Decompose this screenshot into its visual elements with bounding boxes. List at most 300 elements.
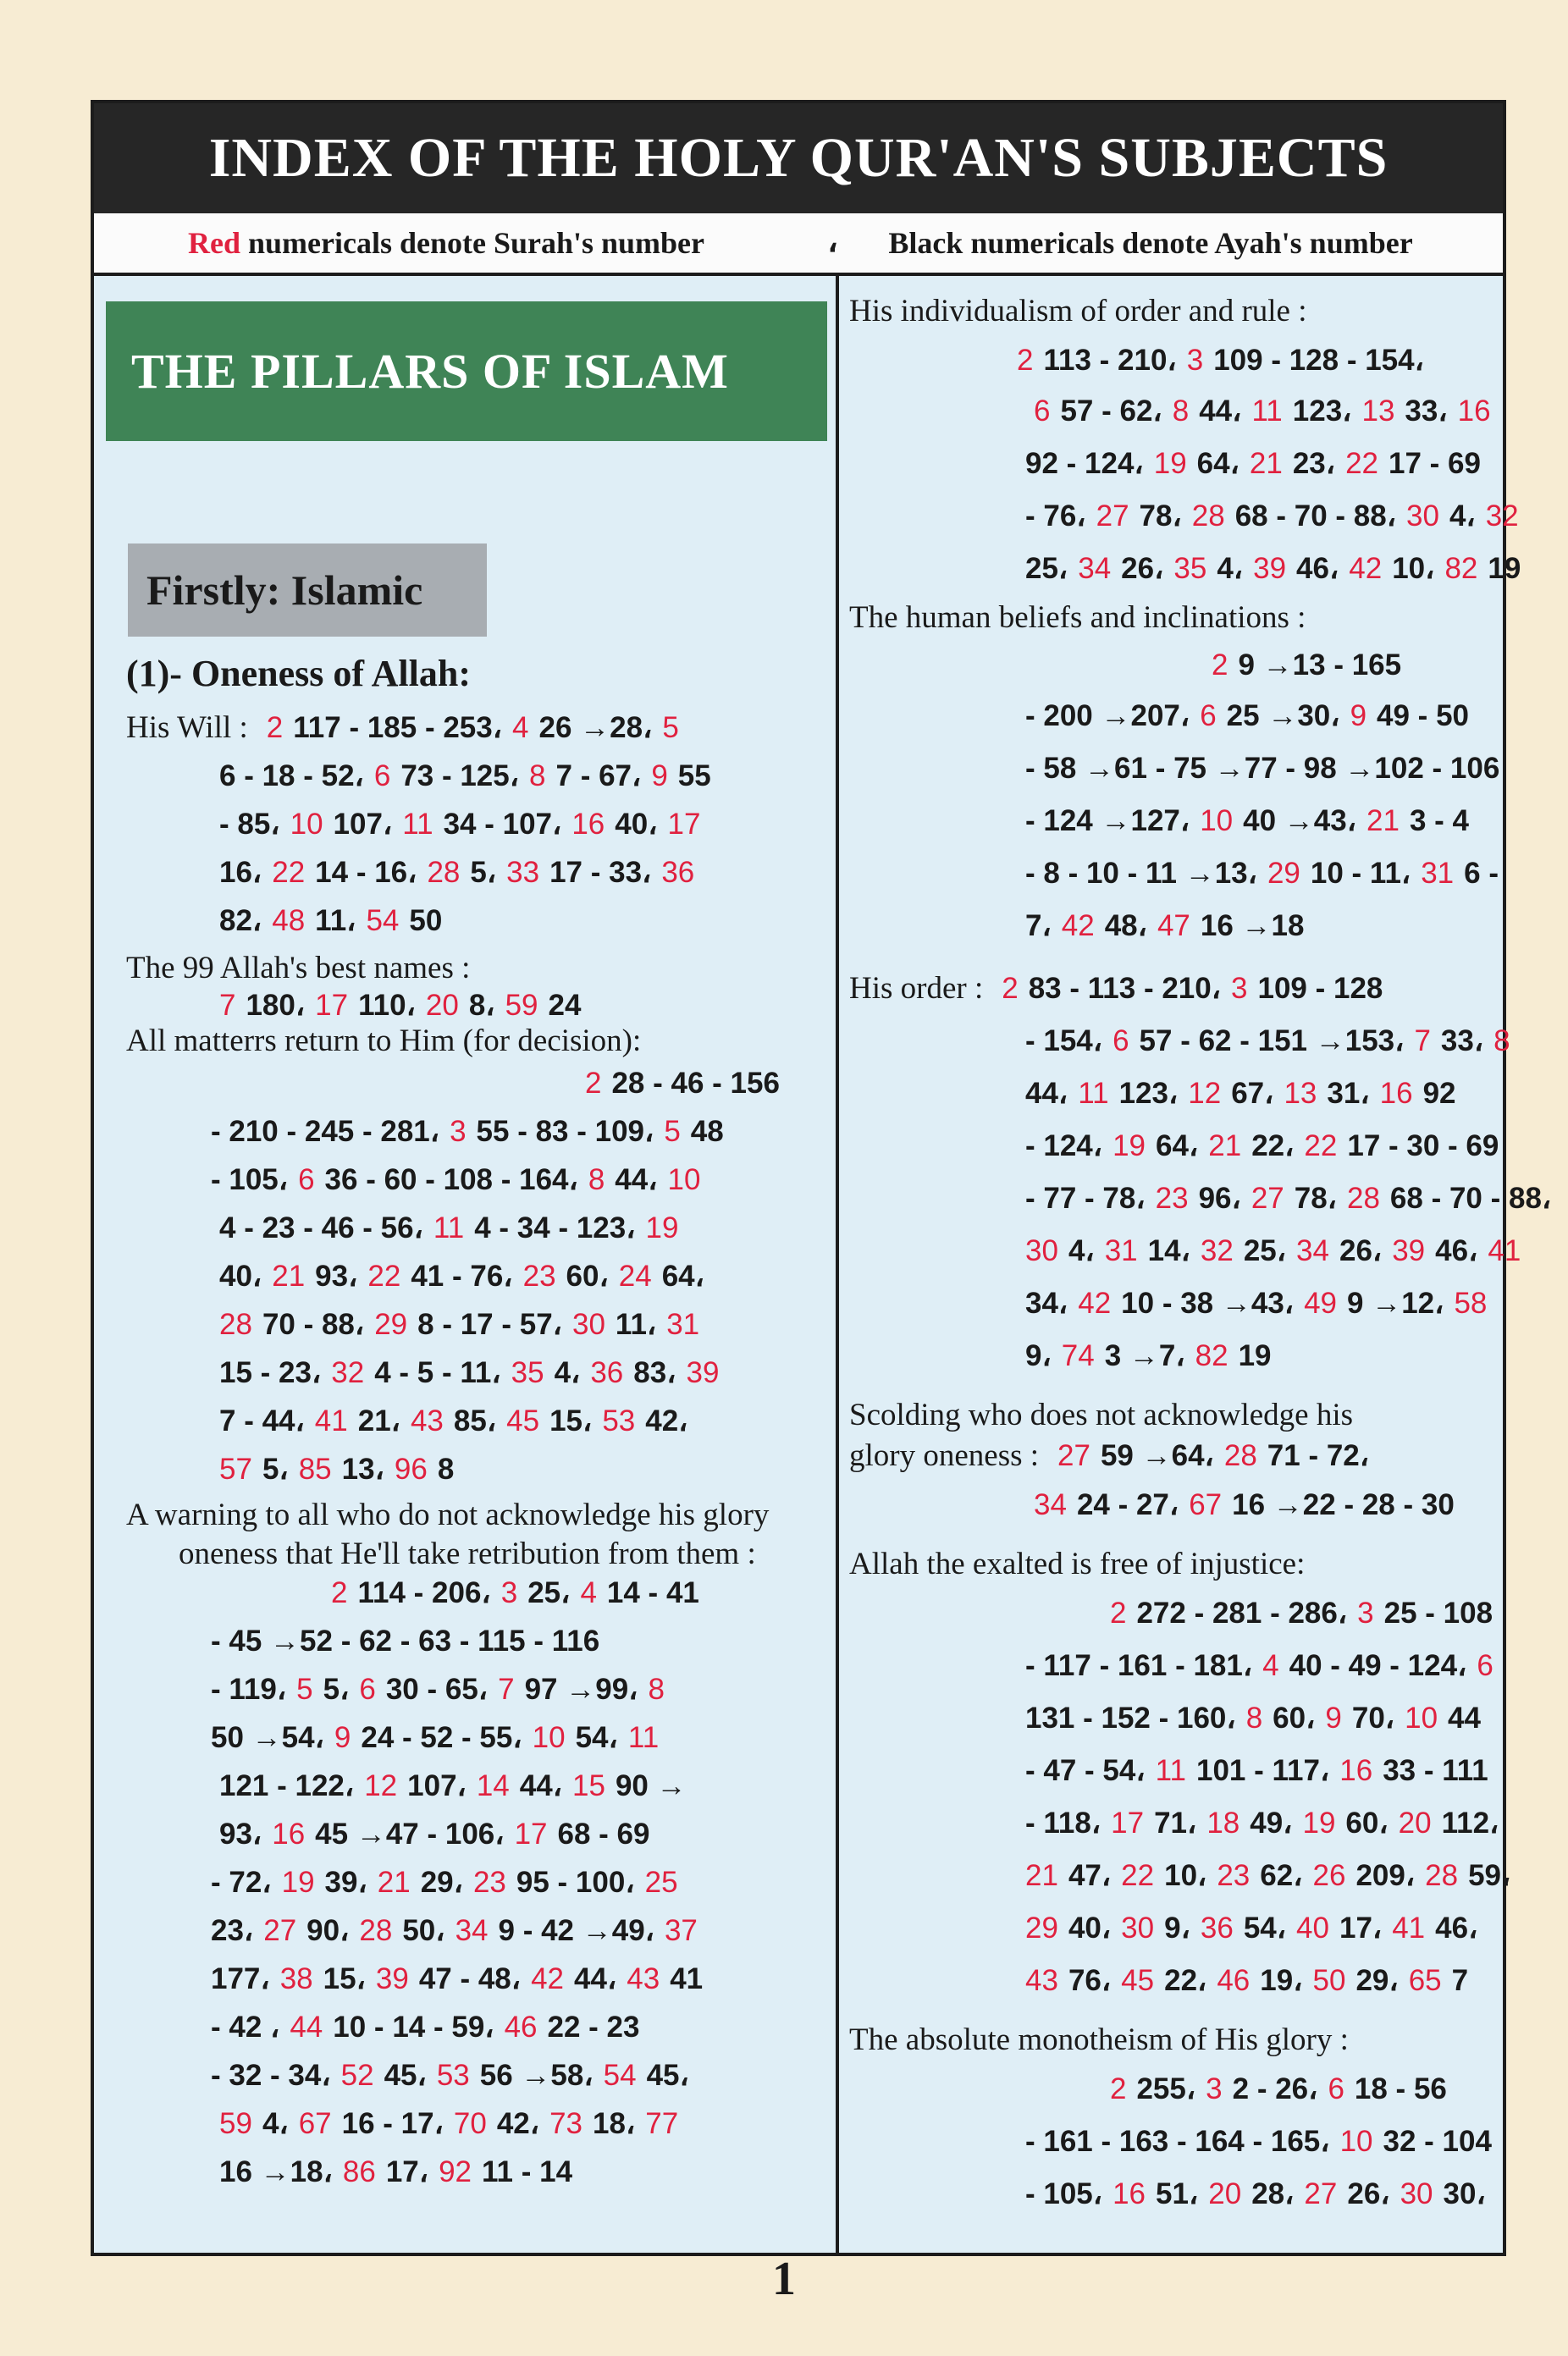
index-page-frame	[91, 100, 1552, 2256]
surah-number: 2	[1017, 344, 1034, 377]
surah-number: 17	[315, 989, 349, 1022]
ayah-numbers: 26،	[1339, 1234, 1383, 1267]
legend-red-word: Red	[187, 226, 240, 260]
ayah-numbers: 9،	[1164, 1912, 1190, 1945]
ayah-numbers: 5،	[470, 856, 497, 889]
ayah-numbers: 9 →13 - 165	[1238, 648, 1402, 681]
surah-number: 40	[1296, 1912, 1329, 1945]
surah-number: 8	[648, 1673, 665, 1706]
right-entry-line	[1025, 748, 1499, 789]
left-entry-line	[211, 1862, 688, 1903]
surah-number: 37	[664, 1914, 698, 1947]
reference-list	[1025, 552, 1521, 585]
ayah-numbers: 48،	[1104, 909, 1147, 942]
surah-number: 29	[1267, 857, 1300, 890]
right-entry-line	[1025, 1073, 1456, 1114]
right-entry-line	[1025, 1231, 1531, 1272]
ayah-numbers: 31،	[1327, 1077, 1370, 1110]
surah-number: 27	[1096, 499, 1129, 532]
surah-number: 27	[1251, 1182, 1284, 1215]
surah-number: 22	[1304, 1129, 1338, 1162]
left-entry-line	[219, 1305, 709, 1345]
reference-list	[1025, 499, 1529, 532]
ayah-numbers: 57 - 62،	[1060, 395, 1162, 428]
surah-number: 11	[1078, 1077, 1109, 1110]
ayah-numbers: 71 - 72،	[1267, 1439, 1370, 1472]
surah-number: 42	[1078, 1287, 1112, 1320]
surah-number: 27	[1057, 1439, 1090, 1472]
subject-label: The 99 Allah's best names :	[126, 951, 471, 985]
surah-number: 74	[1061, 1339, 1095, 1372]
ayah-numbers: 14 - 16،	[315, 856, 417, 889]
ayah-numbers: - 119،	[211, 1673, 287, 1706]
ayah-numbers: 101 - 117،	[1195, 1754, 1330, 1787]
subject-label: Allah the exalted is free of injustice:	[849, 1547, 1306, 1581]
right-entry-line	[1110, 1593, 1493, 1634]
section-title: THE PILLARS OF ISLAM	[131, 344, 729, 399]
ayah-numbers: - 8 - 10 - 11 →13،	[1025, 857, 1257, 890]
ayah-numbers: - 76،	[1025, 499, 1086, 532]
surah-number: 23	[1217, 1859, 1251, 1892]
surah-number: 23	[1155, 1182, 1189, 1215]
ayah-numbers: 41	[670, 1962, 704, 1995]
ayah-numbers: 33 - 111	[1383, 1754, 1488, 1787]
surah-number: 26	[1312, 1859, 1346, 1892]
ayah-numbers: 60،	[1345, 1807, 1389, 1840]
surah-number: 46	[1217, 1964, 1251, 1997]
ayah-numbers: - 118،	[1025, 1807, 1101, 1840]
left-entry-line	[211, 1669, 675, 1710]
ayah-numbers: - 77 - 78،	[1025, 1182, 1146, 1215]
ayah-numbers: 107،	[407, 1769, 467, 1802]
ayah-numbers: 36 - 60 - 108 - 164،	[324, 1163, 578, 1196]
reference-list	[1034, 1488, 1455, 1521]
ayah-numbers: 7،	[1025, 909, 1052, 942]
ayah-numbers: 28 - 46 - 156	[611, 1067, 780, 1100]
ayah-numbers: 25،	[527, 1576, 571, 1609]
surah-number: 28	[1425, 1859, 1459, 1892]
ayah-numbers: 177،	[211, 1962, 270, 1995]
surah-number: 8	[1172, 395, 1190, 428]
title-bar	[94, 103, 1503, 213]
ayah-numbers: 26،	[1121, 552, 1164, 585]
ayah-numbers: 180،	[246, 989, 306, 1022]
surah-number: 30	[571, 1308, 605, 1341]
ayah-numbers: 121 - 122،	[219, 1769, 355, 1802]
surah-number: 4	[512, 711, 529, 744]
ayah-numbers: 68 - 70 - 88،	[1389, 1182, 1552, 1215]
surah-number: 17	[514, 1818, 548, 1851]
surah-number: 42	[531, 1962, 565, 1995]
ayah-numbers: 15،	[323, 1962, 366, 1995]
reference-list	[211, 1625, 599, 1658]
heading-oneness: (1)- Oneness of Allah:	[126, 653, 471, 694]
surah-number: 22	[1121, 1859, 1155, 1892]
reference-list	[211, 1163, 710, 1196]
reference-list	[211, 2011, 639, 2044]
ayah-numbers: 83 - 113 - 210،	[1028, 972, 1222, 1005]
surah-number: 36	[590, 1356, 624, 1389]
ayah-numbers: 68 - 70 - 88،	[1234, 499, 1397, 532]
ayah-numbers: 49 - 50	[1377, 699, 1469, 732]
reference-list	[219, 2107, 688, 2140]
ayah-numbers: 30 - 65،	[385, 1673, 489, 1706]
reference-list	[211, 1914, 708, 1947]
ayah-numbers: 90،	[306, 1914, 350, 1947]
ayah-numbers: 10 - 11،	[1310, 857, 1411, 890]
surah-number: 31	[1421, 857, 1455, 890]
surah-number: 41	[1488, 1234, 1521, 1267]
reference-list	[211, 1673, 675, 1706]
ayah-numbers: - 154،	[1025, 1024, 1103, 1057]
surah-number: 22	[367, 1260, 401, 1293]
reference-list	[219, 1356, 729, 1389]
ayah-numbers: 26 →28،	[538, 711, 653, 744]
surah-number: 29	[374, 1308, 408, 1341]
ayah-numbers: 40 - 49 - 124،	[1289, 1649, 1467, 1682]
surah-number: 43	[627, 1962, 660, 1995]
ayah-numbers: 93،	[315, 1260, 358, 1293]
surah-number: 19	[1302, 1807, 1336, 1840]
subject-label: His individualism of order and rule :	[849, 294, 1307, 328]
surah-number: 6	[1113, 1024, 1129, 1057]
right-entry-line	[1034, 1485, 1455, 1526]
reference-list	[1025, 699, 1469, 732]
ayah-numbers: 60،	[1273, 1702, 1316, 1735]
surah-number: 12	[1188, 1077, 1222, 1110]
surah-number: 30	[1400, 2177, 1433, 2210]
ayah-numbers: 30،	[1443, 2177, 1486, 2210]
reference-list	[219, 808, 710, 841]
surah-number: 8	[1493, 1024, 1510, 1057]
right-entry-line	[849, 968, 1383, 1009]
reference-list	[219, 904, 442, 937]
left-entry-line	[211, 1160, 710, 1200]
ayah-numbers: 93،	[219, 1818, 262, 1851]
surah-number: 43	[1025, 1964, 1058, 1997]
ayah-numbers: - 32 - 34،	[211, 2059, 331, 2092]
surah-number: 11	[402, 808, 433, 841]
reference-list	[1025, 2125, 1492, 2158]
ayah-numbers: 15،	[549, 1404, 593, 1437]
left-entry-line	[219, 985, 581, 1026]
left-entry-line	[331, 1573, 699, 1614]
reference-list	[1025, 1024, 1521, 1057]
right-entry-line	[1025, 549, 1521, 589]
left-entry-line	[219, 1766, 687, 1807]
ayah-numbers: 67،	[1231, 1077, 1274, 1110]
surah-number: 47	[1157, 909, 1190, 942]
ayah-numbers: 19	[1238, 1339, 1272, 1372]
surah-number: 82	[1195, 1339, 1228, 1372]
reference-list	[1025, 752, 1499, 785]
reference-list	[1025, 1649, 1504, 1682]
ayah-numbers: - 124 →127،	[1025, 804, 1190, 837]
surah-number: 49	[1304, 1287, 1338, 1320]
reference-list	[1025, 1807, 1499, 1840]
ayah-numbers: 73 - 125،	[400, 759, 520, 792]
ayah-numbers: 64،	[1156, 1129, 1199, 1162]
surah-number: 35	[511, 1356, 544, 1389]
surah-number: 9	[1325, 1702, 1342, 1735]
reference-list	[1025, 1339, 1272, 1372]
ayah-numbers: 15 - 23،	[219, 1356, 322, 1389]
surah-number: 54	[366, 904, 400, 937]
ayah-numbers: 92 - 124،	[1025, 447, 1144, 480]
ayah-numbers: 8	[437, 1453, 455, 1486]
legend-separator: ،	[827, 221, 838, 259]
surah-number: 22	[1345, 447, 1379, 480]
ayah-numbers: 11،	[315, 904, 356, 937]
reference-list	[1025, 1234, 1531, 1267]
surah-number: 17	[1111, 1807, 1145, 1840]
ayah-numbers: 26،	[1347, 2177, 1390, 2210]
right-entry-line	[1025, 1908, 1477, 1949]
surah-number: 3	[450, 1115, 467, 1148]
surah-number: 5	[296, 1673, 313, 1706]
ayah-numbers: 51،	[1156, 2177, 1199, 2210]
ayah-numbers: 64،	[661, 1260, 704, 1293]
right-entry-line	[1025, 1646, 1504, 1686]
ayah-numbers: 109 - 128	[1257, 972, 1383, 1005]
surah-number: 85	[298, 1453, 332, 1486]
surah-number: 16	[272, 1818, 306, 1851]
surah-number: 28	[1191, 499, 1225, 532]
surah-number: 34	[1034, 1488, 1067, 1521]
surah-number: 2	[1110, 1597, 1127, 1630]
surah-number: 19	[281, 1866, 315, 1899]
left-entry-line	[219, 2152, 572, 2193]
surah-number: 96	[394, 1453, 428, 1486]
ayah-numbers: 50 →54،	[211, 1721, 324, 1754]
right-entry-line	[1025, 1856, 1510, 1896]
surah-number: 15	[572, 1769, 605, 1802]
right-entry-line	[849, 1544, 1305, 1585]
reference-list	[1025, 1129, 1499, 1162]
left-entry-line	[126, 1495, 769, 1536]
ayah-numbers: 7 - 44،	[219, 1404, 305, 1437]
reference-list	[211, 1866, 688, 1899]
surah-number: 19	[1113, 1129, 1146, 1162]
left-entry-line	[126, 708, 689, 748]
reference-list	[1002, 972, 1383, 1005]
ayah-numbers: 16 →18	[1200, 909, 1305, 942]
ayah-numbers: 4،	[1068, 1234, 1095, 1267]
surah-number: 34	[1296, 1234, 1329, 1267]
ayah-numbers: 16 - 17،	[341, 2107, 444, 2140]
surah-number: 65	[1408, 1964, 1442, 1997]
ayah-numbers: 54،	[1243, 1912, 1287, 1945]
surah-number: 38	[279, 1962, 313, 1995]
surah-number: 45	[506, 1404, 540, 1437]
surah-number: 31	[1104, 1234, 1138, 1267]
reference-list	[1025, 1287, 1497, 1320]
surah-number: 8	[588, 1163, 605, 1196]
subject-label: oneness that He'll take retribution from them :	[179, 1537, 756, 1571]
surah-number: 23	[522, 1260, 556, 1293]
ayah-numbers: 9 →12،	[1347, 1287, 1444, 1320]
ayah-numbers: 97 →99،	[524, 1673, 638, 1706]
ayah-numbers: 40 →43،	[1243, 804, 1357, 837]
ayah-numbers: 21،	[357, 1404, 400, 1437]
ayah-numbers: 45 →47 - 106،	[315, 1818, 505, 1851]
reference-list	[1025, 857, 1499, 890]
reference-list	[219, 1769, 687, 1802]
ayah-numbers: 13،	[341, 1453, 384, 1486]
ayah-numbers: 40،	[615, 808, 658, 841]
surah-number: 27	[263, 1914, 297, 1947]
right-entry-line	[849, 291, 1307, 332]
ayah-numbers: - 200 →207،	[1025, 699, 1190, 732]
subject-label: glory oneness :	[849, 1438, 1040, 1473]
ayah-numbers: 95 - 100،	[516, 1866, 635, 1899]
ayah-numbers: 47 - 48،	[418, 1962, 522, 1995]
surah-number: 9	[1350, 699, 1367, 732]
ayah-numbers: 40،	[219, 1260, 262, 1293]
subject-label: His Will :	[126, 710, 248, 745]
surah-number: 6	[298, 1163, 315, 1196]
right-entry-line	[1025, 1126, 1499, 1167]
ayah-numbers: 3 - 4	[1409, 804, 1470, 837]
surah-number: 13	[1361, 395, 1395, 428]
surah-number: 16	[1379, 1077, 1413, 1110]
surah-number: 21	[1025, 1859, 1058, 1892]
surah-number: 92	[439, 2155, 472, 2188]
ayah-numbers: 6 -	[1464, 857, 1499, 890]
surah-number: 31	[666, 1308, 700, 1341]
left-entry-line	[211, 1621, 599, 1662]
surah-number: 8	[529, 759, 546, 792]
surah-number: 34	[455, 1914, 489, 1947]
ayah-numbers: 29،	[420, 1866, 463, 1899]
surah-number: 32	[1200, 1234, 1234, 1267]
right-entry-line	[1025, 1336, 1272, 1377]
surah-number: 36	[1200, 1912, 1234, 1945]
ayah-numbers: 62،	[1260, 1859, 1303, 1892]
surah-number: 54	[603, 2059, 637, 2092]
right-entry-line	[1025, 1021, 1521, 1062]
surah-number: 58	[1454, 1287, 1488, 1320]
surah-number: 10	[667, 1163, 701, 1196]
ayah-numbers: 19	[1488, 552, 1521, 585]
ayah-numbers: 255،	[1136, 2072, 1196, 2105]
right-entry-line	[1017, 340, 1424, 381]
ayah-numbers: 10 - 38 →43،	[1121, 1287, 1295, 1320]
ayah-numbers: 28،	[1251, 2177, 1295, 2210]
right-entry-line	[1025, 1961, 1468, 2001]
ayah-numbers: 25 - 108	[1383, 1597, 1493, 1630]
page-number: 1	[772, 2253, 796, 2305]
page-title: INDEX OF THE HOLY QUR'AN'S SUBJECTS	[208, 127, 1389, 189]
surah-number: 53	[602, 1404, 636, 1437]
ayah-numbers: 23،	[1292, 447, 1336, 480]
ayah-numbers: 3 →7،	[1104, 1339, 1185, 1372]
ayah-numbers: 209،	[1355, 1859, 1416, 1892]
right-entry-line	[1025, 1803, 1499, 1844]
reference-list	[219, 1211, 688, 1244]
ayah-numbers: 60،	[566, 1260, 609, 1293]
surah-number: 42	[1349, 552, 1383, 585]
surah-number: 3	[1206, 2072, 1223, 2105]
surah-number: 6	[359, 1673, 376, 1706]
surah-number: 28	[1223, 1439, 1257, 1472]
ayah-numbers: 6 - 18 - 52،	[219, 759, 364, 792]
ayah-numbers: 4 - 5 - 11،	[374, 1356, 501, 1389]
surah-number: 28	[1346, 1182, 1380, 1215]
left-entry-line	[585, 1063, 780, 1104]
ayah-numbers: - 42 ،	[211, 2011, 280, 2044]
left-entry-line	[219, 1353, 729, 1393]
ayah-numbers: 50	[409, 904, 443, 937]
ayah-numbers: 45،	[646, 2059, 689, 2092]
ayah-numbers: 16 →22 - 28 - 30	[1232, 1488, 1455, 1521]
ayah-numbers: 7 - 67،	[555, 759, 642, 792]
surah-number: 39	[1392, 1234, 1426, 1267]
ayah-numbers: 4 - 34 - 123،	[474, 1211, 636, 1244]
right-entry-line	[1025, 1751, 1488, 1791]
reference-list	[219, 1260, 704, 1293]
ayah-numbers: 17،	[385, 2155, 429, 2188]
ayah-numbers: 32 - 104	[1383, 2125, 1492, 2158]
ayah-numbers: 41 - 76،	[411, 1260, 513, 1293]
ayah-numbers: 29،	[1355, 1964, 1399, 1997]
ayah-numbers: 24	[548, 989, 582, 1022]
reference-list	[219, 1453, 454, 1486]
surah-number: 16	[571, 808, 605, 841]
ayah-numbers: - 72،	[211, 1866, 272, 1899]
left-entry-line	[211, 1112, 724, 1152]
ayah-numbers: 18 - 56	[1354, 2072, 1447, 2105]
ayah-numbers: 24 - 27،	[1076, 1488, 1179, 1521]
reference-list	[1025, 1754, 1488, 1787]
ayah-numbers: 123،	[1118, 1077, 1179, 1110]
ayah-numbers: - 161 - 163 - 164 - 165،	[1025, 2125, 1330, 2158]
ayah-numbers: 78،	[1294, 1182, 1337, 1215]
ayah-numbers: 82،	[219, 904, 262, 937]
ayah-numbers: 8 - 17 - 57،	[417, 1308, 562, 1341]
subsection-box	[128, 543, 487, 637]
ayah-numbers: 4،	[262, 2107, 289, 2140]
ayah-numbers: 64،	[1196, 447, 1239, 480]
reference-list	[1110, 1597, 1493, 1630]
ayah-numbers: 55	[677, 759, 711, 792]
ayah-numbers: 17 - 69	[1389, 447, 1481, 480]
surah-number: 42	[1061, 909, 1095, 942]
surah-number: 14	[476, 1769, 510, 1802]
ayah-numbers: 47،	[1068, 1859, 1112, 1892]
ayah-numbers: 46،	[1296, 552, 1339, 585]
surah-number: 19	[645, 1211, 679, 1244]
ayah-numbers: 4،	[1449, 499, 1476, 532]
right-entry-line	[1212, 645, 1401, 686]
right-entry-line	[1025, 444, 1481, 484]
surah-number: 2	[266, 711, 284, 744]
left-entry-line	[219, 1449, 454, 1490]
ayah-numbers: 123،	[1292, 395, 1352, 428]
surah-number: 34	[1078, 552, 1112, 585]
right-entry-line	[1025, 853, 1499, 894]
ayah-numbers: 114 - 206،	[357, 1576, 491, 1609]
left-entry-line	[211, 2055, 689, 2096]
surah-number: 30	[1406, 499, 1439, 532]
left-entry-line	[219, 901, 442, 941]
reference-list	[219, 759, 711, 792]
ayah-numbers: 11،	[615, 1308, 657, 1341]
ayah-numbers: 4،	[1217, 552, 1244, 585]
ayah-numbers: 14،	[1147, 1234, 1190, 1267]
surah-number: 70	[453, 2107, 487, 2140]
ayah-numbers: - 45 →52 - 62 - 63 - 115 - 116	[211, 1625, 600, 1658]
